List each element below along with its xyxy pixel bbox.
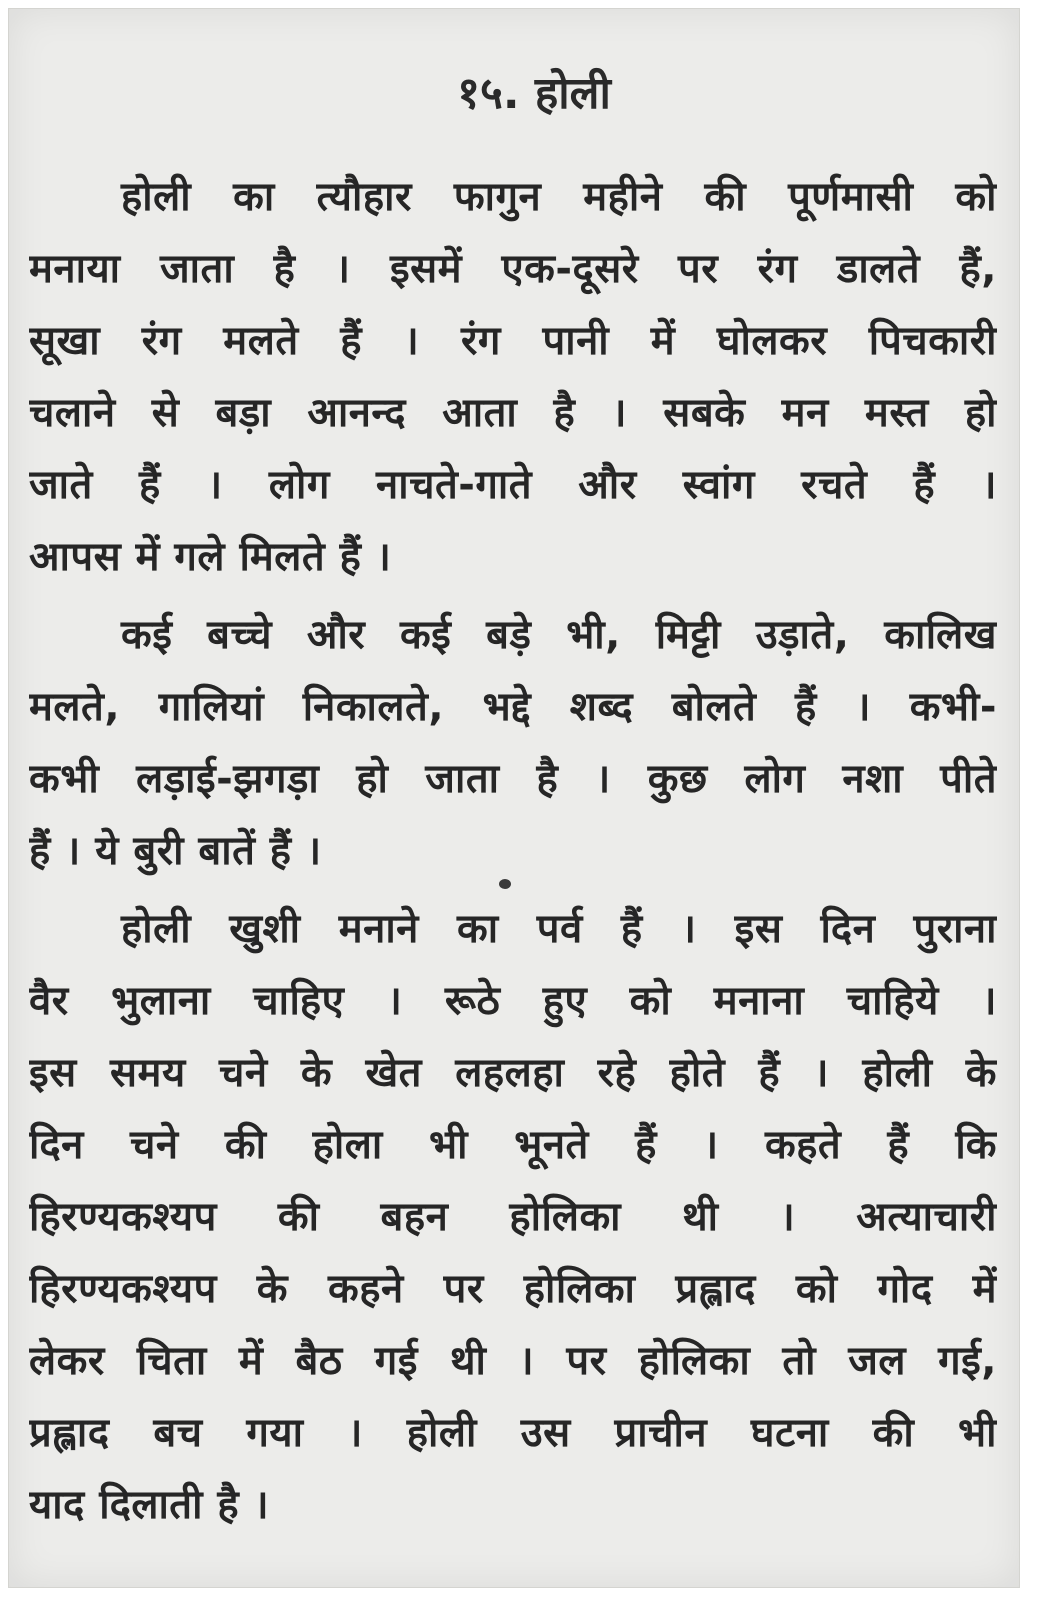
text-line: सूखा रंग मलते हैं । रंग पानी में घोलकर पिचकारी — [29, 318, 997, 364]
text-line: हिरण्यकश्यप के कहने पर होलिका प्रह्लाद को गोद में — [29, 1266, 997, 1312]
text-line: हैं । ये बुरी बातें हैं । — [29, 828, 322, 874]
text-line: होली खुशी मनाने का पर्व हैं । इस दिन पुराना — [121, 906, 997, 952]
text-line: कभी लड़ाई-झगड़ा हो जाता है । कुछ लोग नशा पीते — [29, 756, 997, 802]
paragraph-2 — [29, 599, 997, 887]
text-line: जाते हैं । लोग नाचते-गाते और स्वांग रचते हैं । — [29, 462, 997, 508]
body-text — [29, 161, 997, 1547]
text-line: आपस में गले मिलते हैं । — [29, 534, 392, 580]
text-line: दिन चने की होला भी भूनते हैं । कहते हैं कि — [29, 1122, 997, 1168]
text-line: प्रह्लाद बच गया । होली उस प्राचीन घटना की भी — [29, 1410, 997, 1456]
text-line: याद दिलाती है । — [29, 1482, 270, 1528]
text-line: मलते, गालियां निकालते, भद्दे शब्द बोलते हैं । कभी- — [29, 684, 997, 730]
text-line: लेकर चिता में बैठ गई थी । पर होलिका तो जल गई, — [29, 1338, 997, 1384]
scanned-page — [8, 8, 1020, 1588]
text-line: इस समय चने के खेत लहलहा रहे होते हैं । होली के — [29, 1050, 997, 1096]
text-line: वैर भुलाना चाहिए । रूठे हुए को मनाना चाहिये । — [29, 978, 997, 1024]
text-line: होली का त्यौहार फागुन महीने की पूर्णमासी को — [121, 174, 997, 220]
page-title: १५. होली — [457, 68, 611, 119]
text-line: कई बच्चे और कई बड़े भी, मिट्टी उड़ाते, कालिख — [121, 612, 997, 658]
text-line: मनाया जाता है । इसमें एक-दूसरे पर रंग डालते हैं, — [29, 246, 997, 292]
text-line: हिरण्यकश्यप की बहन होलिका थी । अत्याचारी — [29, 1194, 997, 1240]
text-line: चलाने से बड़ा आनन्द आता है । सबके मन मस्त हो — [29, 390, 997, 436]
paragraph-1 — [29, 161, 997, 593]
paragraph-3 — [29, 893, 997, 1541]
